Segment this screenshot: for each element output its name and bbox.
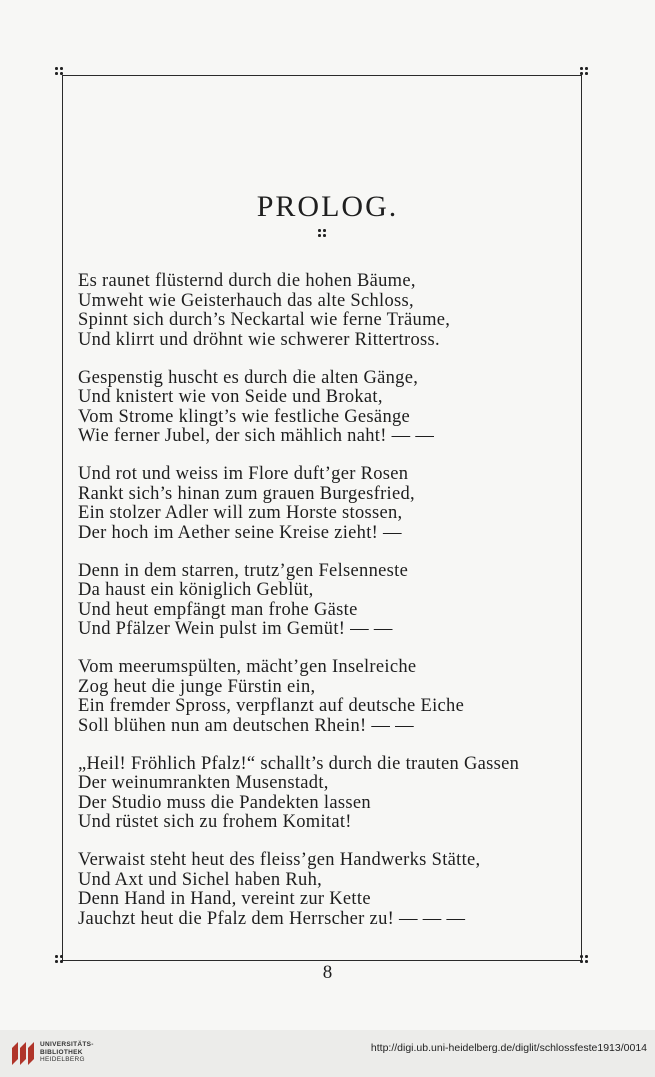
poem-line: Und rot und weiss im Flore duft’ger Rosen: [78, 464, 409, 484]
corner-ornament-top-left: [55, 67, 63, 75]
source-url-link[interactable]: http://digi.ub.uni-heidelberg.de/diglit/schlossfeste1913/0014: [370, 1042, 647, 1054]
poem-line: Ein stolzer Adler will zum Horste stossen,: [78, 503, 403, 523]
poem-line: Vom meerumspülten, mächt’gen Inselreiche: [78, 657, 417, 677]
poem-line: Zog heut die junge Fürstin ein,: [78, 676, 316, 697]
poem-line: Soll blühen nun am deutschen Rhein! — —: [78, 715, 414, 736]
poem-line: Da haust ein königlich Geblüt,: [78, 580, 314, 600]
title-ornament: [318, 229, 328, 239]
poem-line: Jauchzt heut die Pfalz dem Herrscher zu! — — —: [78, 908, 466, 929]
poem-line: Und Axt und Sichel haben Ruh,: [78, 869, 323, 890]
page-number: 8: [322, 962, 333, 983]
poem-line: Denn in dem starren, trutz’gen Felsenneste: [78, 560, 409, 581]
stanza: [78, 272, 578, 350]
poem-line: Es raunet flüsternd durch die hohen Bäume,: [78, 271, 416, 291]
poem-line: Und knistert wie von Seide und Brokat,: [78, 387, 383, 407]
stanza: [78, 658, 578, 736]
poem-line: Und Pfälzer Wein pulst im Gemüt! — —: [78, 619, 393, 639]
library-line-1: UNIVERSITÄTS-: [40, 1041, 94, 1048]
poem-body: [78, 272, 578, 948]
poem-line: Spinnt sich durch’s Neckartal wie ferne Träume,: [78, 310, 451, 330]
poem-line: Und klirrt und dröhnt wie schwerer Rittertross.: [78, 329, 440, 350]
poem-line: Umweht wie Geisterhauch das alte Schloss,: [78, 290, 414, 311]
stanza: [78, 465, 578, 543]
stanza: [78, 755, 578, 833]
poem-line: „Heil! Fröhlich Pfalz!“ schallt’s durch die trauten Gassen: [78, 753, 520, 774]
stanza: [78, 562, 578, 640]
page-title: PROLOG.: [256, 190, 399, 223]
poem-line: Gespenstig huscht es durch die alten Gänge,: [78, 367, 419, 388]
poem-line: Denn Hand in Hand, vereint zur Kette: [78, 889, 371, 909]
poem-line: Und heut empfängt man frohe Gäste: [78, 599, 358, 620]
poem-line: Der hoch im Aether seine Kreise zieht! —: [78, 522, 402, 543]
poem-line: Verwaist steht heut des fleiss’gen Handwerks Stätte,: [78, 850, 481, 870]
poem-line: Rankt sich’s hinan zum grauen Burgesfried,: [78, 483, 415, 504]
library-line-2: BIBLIOTHEK: [40, 1048, 83, 1056]
poem-line: Und rüstet sich zu frohem Komitat!: [78, 812, 352, 832]
stanza: [78, 369, 578, 447]
poem-line: Ein fremder Spross, verpflanzt auf deutsche Eiche: [78, 696, 465, 716]
footer-bar: [0, 1030, 655, 1077]
corner-ornament-top-right: [580, 67, 588, 75]
poem-line: Der Studio muss die Pandekten lassen: [78, 792, 371, 813]
poem-line: Der weinumrankten Musenstadt,: [78, 773, 329, 793]
library-line-3: HEIDELBERG: [40, 1056, 85, 1063]
poem-line: Wie ferner Jubel, der sich mählich naht! — —: [78, 426, 435, 446]
university-library-logo-icon: [8, 1038, 36, 1068]
library-name: [40, 1041, 94, 1064]
poem-line: Vom Strome klingt’s wie festliche Gesänge: [78, 406, 411, 427]
stanza: [78, 851, 578, 929]
